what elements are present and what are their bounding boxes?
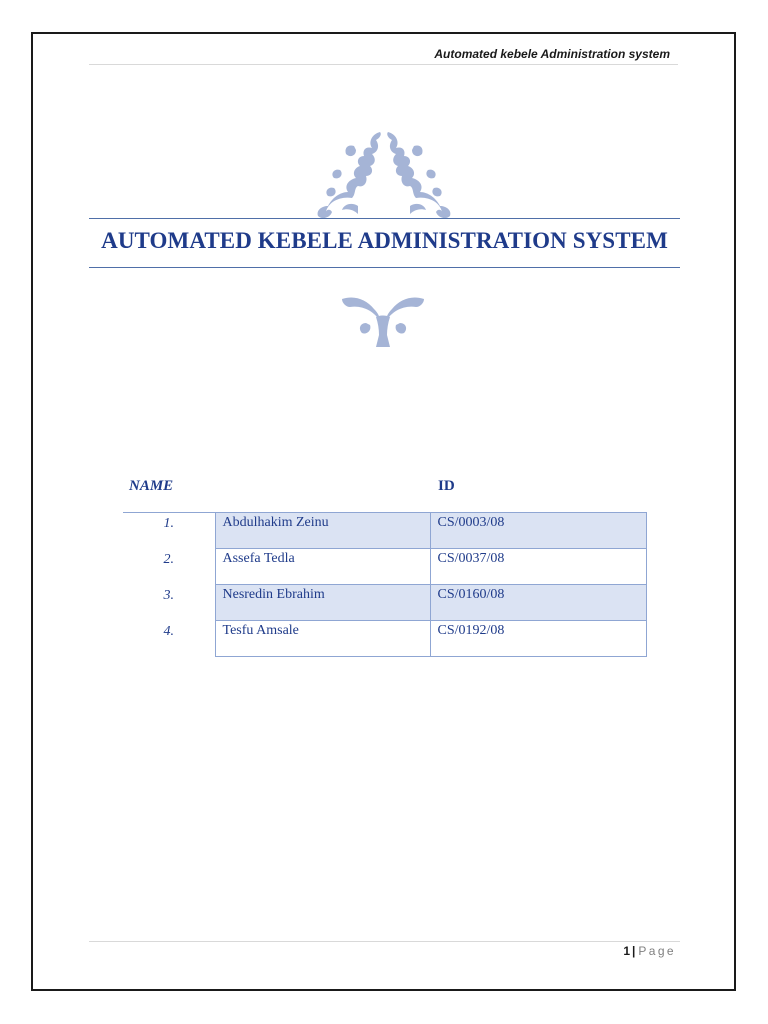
title-rule-top — [89, 218, 680, 219]
footer-rule — [89, 941, 680, 942]
id-column-header: ID — [438, 478, 455, 494]
member-id: CS/0037/08 — [430, 549, 646, 585]
title-rule-bottom — [89, 267, 680, 268]
member-name: Abdulhakim Zeinu — [215, 513, 430, 549]
table-row — [123, 549, 646, 585]
page-footer — [623, 944, 676, 958]
row-number: 1. — [123, 513, 215, 549]
member-id: CS/0160/08 — [430, 585, 646, 621]
footer-separator: | — [632, 944, 636, 958]
member-name: Tesfu Amsale — [215, 621, 430, 657]
running-header: Automated kebele Administration system — [434, 47, 670, 61]
member-table — [123, 512, 647, 657]
member-name: Assefa Tedla — [215, 549, 430, 585]
row-number: 4. — [163, 623, 174, 639]
row-number: 2. — [163, 551, 174, 567]
table-row — [123, 513, 646, 549]
header-rule — [89, 64, 678, 65]
page-number: 1 — [623, 944, 630, 958]
page-label: Page — [638, 944, 676, 958]
name-column-header: NAME — [129, 478, 174, 494]
leaf-ornament-icon — [340, 293, 426, 351]
member-name: Nesredin Ebrahim — [215, 585, 430, 621]
table-row — [123, 585, 646, 621]
floral-scroll-ornament-icon — [310, 128, 458, 220]
member-id: CS/0192/08 — [430, 621, 646, 657]
member-id: CS/0003/08 — [430, 513, 646, 549]
row-number: 3. — [163, 587, 174, 603]
table-row — [123, 621, 646, 657]
document-title: AUTOMATED KEBELE ADMINISTRATION SYSTEM — [101, 228, 668, 253]
